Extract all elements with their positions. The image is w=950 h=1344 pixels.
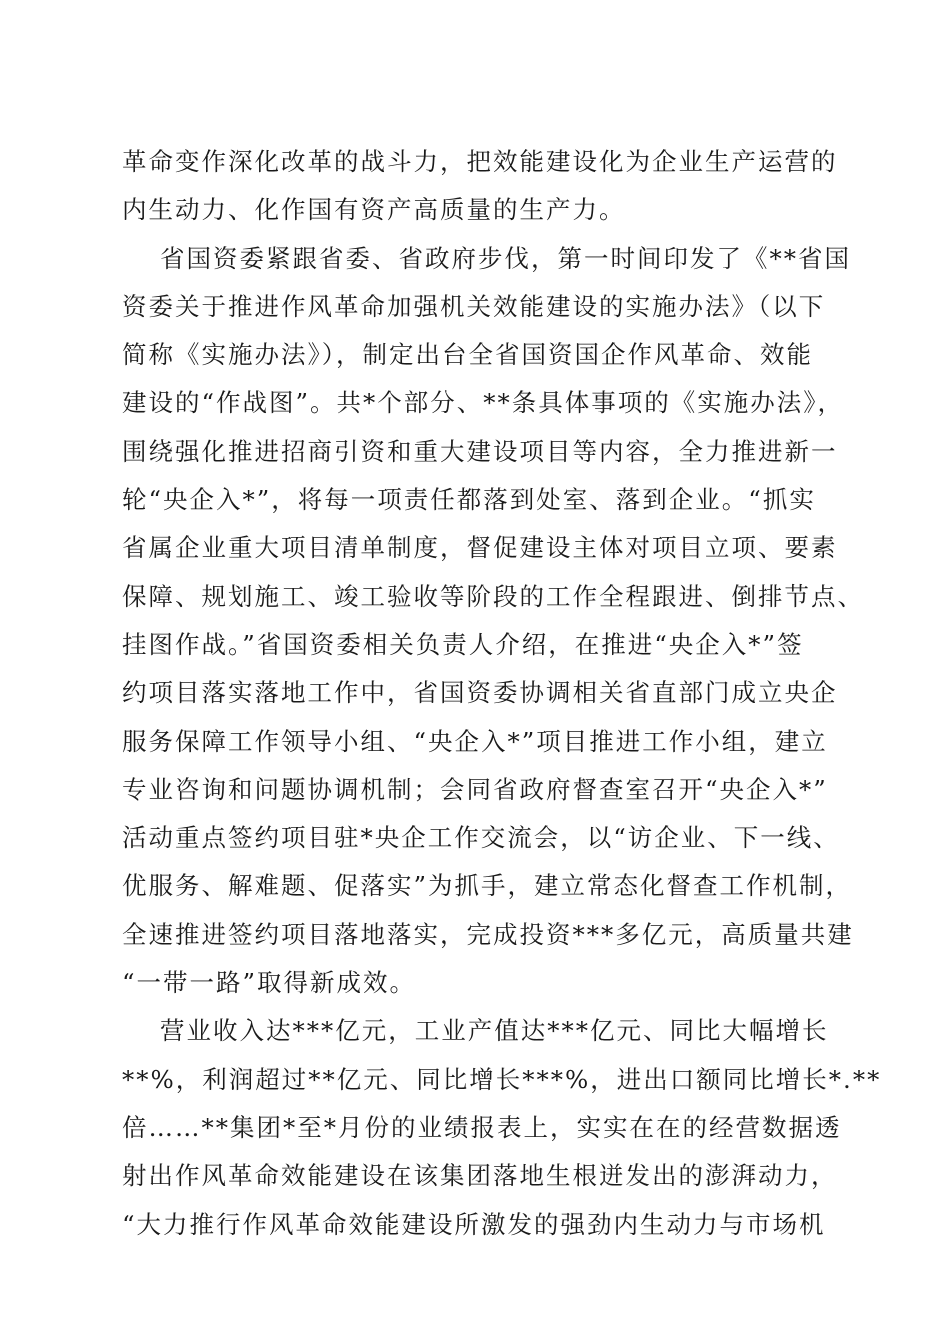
text-line: 保障、规划施工、竣工验收等阶段的工作全程跟进、倒排节点、 [122, 581, 864, 611]
text-line: 资委关于推进作风革命加强机关效能建设的实施办法》（以下 [122, 291, 826, 321]
text-line: 活动重点签约项目驻*央企工作交流会，以“访企业、下一线、 [122, 823, 840, 853]
text-line: “一带一路”取得新成效。 [122, 968, 417, 998]
text-line: 围绕强化推进招商引资和重大建设项目等内容，全力推进新一 [122, 436, 838, 466]
text-line: 轮“央企入*”，将每一项责任都落到处室、落到企业。“抓实 [122, 485, 816, 515]
text-line: 优服务、解难题、促落实”为抓手，建立常态化督查工作机制， [122, 871, 853, 901]
paragraph-start-line: 省国资委紧跟省委、省政府步伐，第一时间印发了《**省国 [160, 243, 851, 273]
text-line: **%，利润超过**亿元、同比增长***%，进出口额同比增长*.** [122, 1064, 882, 1094]
text-line: 内生动力、化作国有资产高质量的生产力。 [122, 195, 626, 225]
text-line: 革命变作深化改革的战斗力，把效能建设化为企业生产运营的 [122, 147, 838, 176]
text-line: 省属企业重大项目清单制度，督促建设主体对项目立项、要素 [122, 533, 838, 563]
text-line: 简称《实施办法》），制定出台全省国资国企作风革命、效能 [122, 340, 813, 370]
text-line: 射出作风革命效能建设在该集团落地生根迸发出的澎湃动力， [122, 1161, 838, 1191]
text-line: “大力推行作风革命效能建设所激发的强劲内生动力与市场机 [122, 1209, 826, 1239]
text-line: 服务保障工作领导小组、“央企入*”项目推进工作小组，建立 [122, 726, 828, 756]
text-line: 专业咨询和问题协调机制；会同省政府督查室召开“央企入*” [122, 774, 828, 804]
text-line: 建设的“作战图”。共*个部分、**条具体事项的《实施办法》， [122, 388, 845, 418]
paragraph-start-line: 营业收入达***亿元，工业产值达***亿元、同比大幅增长 [160, 1016, 829, 1046]
text-line: 倍……**集团*至*月份的业绩报表上，实实在在的经营数据透 [122, 1112, 842, 1142]
text-line: 挂图作战。”省国资委相关负责人介绍，在推进“央企入*”签 [122, 629, 804, 659]
text-line: 约项目落实落地工作中，省国资委协调相关省直部门成立央企 [122, 678, 838, 708]
text-line: 全速推进签约项目落地落实，完成投资***多亿元，高质量共建 [122, 919, 854, 949]
body-text [122, 138, 882, 1249]
